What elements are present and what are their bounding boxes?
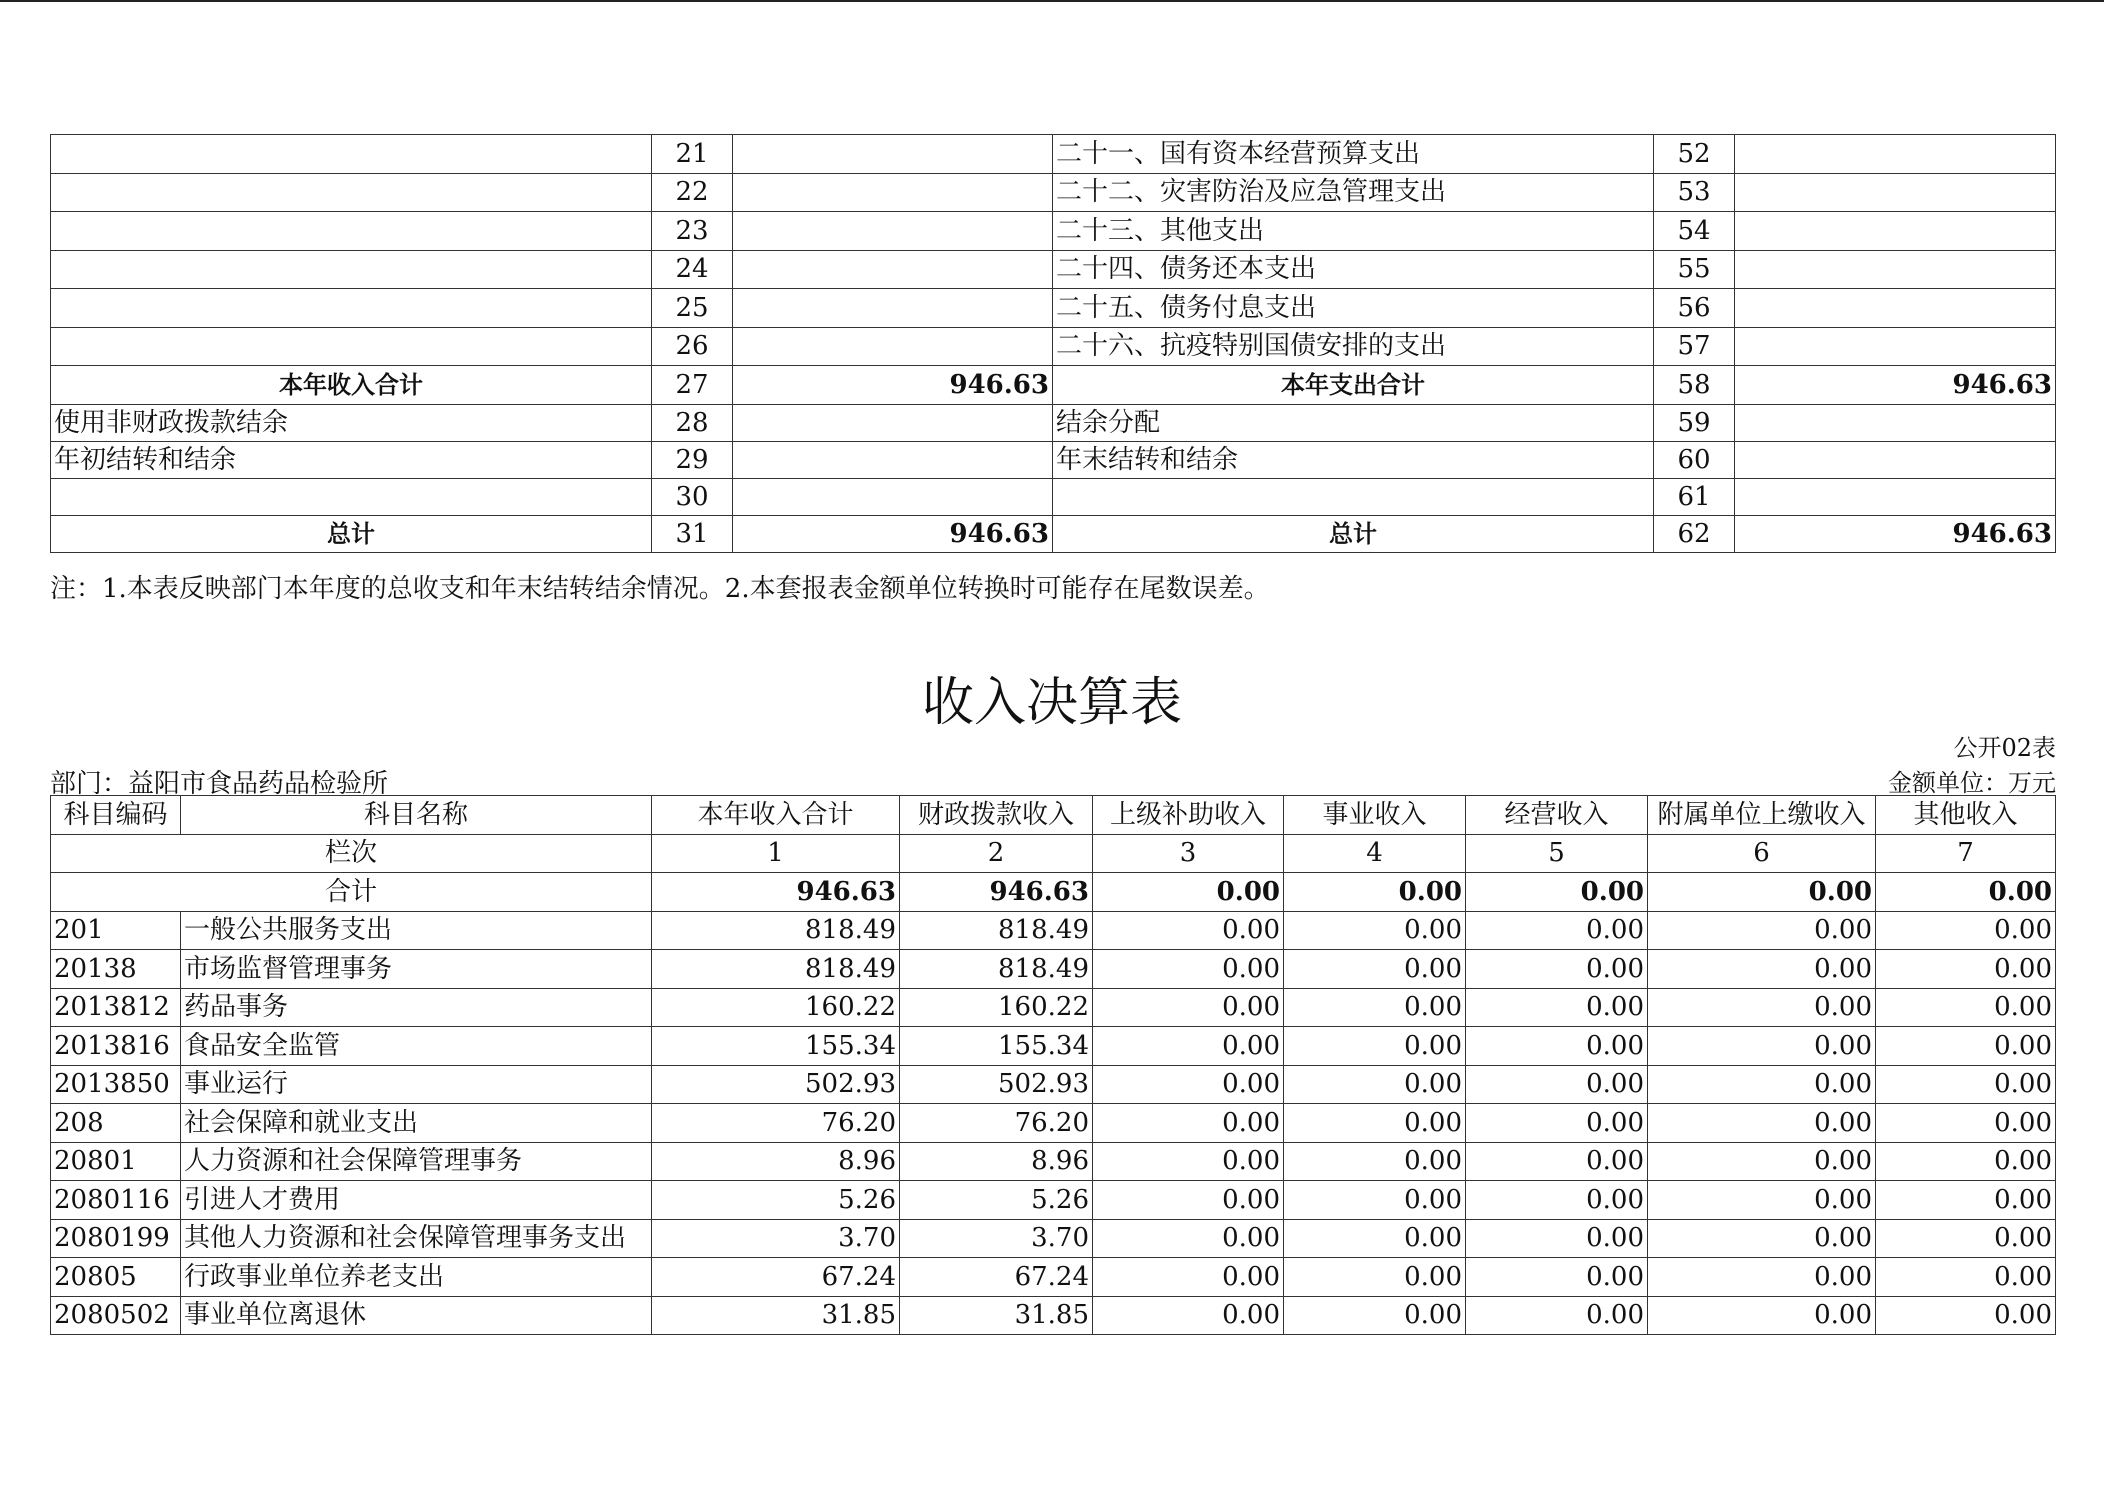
subject-name: 市场监督管理事务 bbox=[181, 950, 652, 989]
amount-cell: 0.00 bbox=[1876, 988, 2056, 1027]
amount-cell: 160.22 bbox=[900, 988, 1093, 1027]
amount-cell: 0.00 bbox=[1284, 1065, 1466, 1104]
column-index-label: 栏次 bbox=[51, 834, 652, 873]
amount-cell: 0.00 bbox=[1466, 988, 1648, 1027]
amount-cell: 0.00 bbox=[1648, 1219, 1876, 1258]
income-amount bbox=[733, 327, 1053, 366]
amount-cell: 0.00 bbox=[1648, 1258, 1876, 1297]
amount-cell: 0.00 bbox=[1093, 1104, 1284, 1143]
amount-cell: 0.00 bbox=[1093, 988, 1284, 1027]
amount-cell: 0.00 bbox=[1648, 1142, 1876, 1181]
line-number: 22 bbox=[652, 173, 733, 212]
total-value: 946.63 bbox=[900, 873, 1093, 912]
department-label: 部门：益阳市食品药品检验所 bbox=[50, 769, 389, 799]
header-cell: 其他收入 bbox=[1876, 796, 2056, 835]
column-number: 5 bbox=[1466, 834, 1648, 873]
line-number: 53 bbox=[1654, 173, 1735, 212]
form-number: 公开02表 bbox=[1953, 734, 2056, 762]
amount-cell: 0.00 bbox=[1093, 1296, 1284, 1335]
amount-cell: 0.00 bbox=[1648, 911, 1876, 950]
summary-row bbox=[51, 327, 2056, 366]
amount-cell: 818.49 bbox=[652, 950, 900, 989]
amount-cell: 5.26 bbox=[900, 1181, 1093, 1220]
amount-cell: 155.34 bbox=[652, 1027, 900, 1066]
line-number: 60 bbox=[1654, 441, 1735, 478]
amount-cell: 0.00 bbox=[1284, 950, 1466, 989]
expenditure-amount bbox=[1735, 173, 2056, 212]
total-value: 0.00 bbox=[1466, 873, 1648, 912]
header-cell: 经营收入 bbox=[1466, 796, 1648, 835]
subject-name: 引进人才费用 bbox=[181, 1181, 652, 1220]
line-number: 23 bbox=[652, 212, 733, 251]
expenditure-item-label: 总计 bbox=[1053, 515, 1654, 552]
line-number: 21 bbox=[652, 135, 733, 174]
amount-cell: 0.00 bbox=[1466, 911, 1648, 950]
line-number: 30 bbox=[652, 478, 733, 515]
line-number: 52 bbox=[1654, 135, 1735, 174]
line-number: 27 bbox=[652, 366, 733, 405]
header-cell: 上级补助收入 bbox=[1093, 796, 1284, 835]
subject-code: 201 bbox=[51, 911, 181, 950]
income-item-label bbox=[51, 250, 652, 289]
line-number: 55 bbox=[1654, 250, 1735, 289]
summary-row bbox=[51, 515, 2056, 552]
header-cell: 财政拨款收入 bbox=[900, 796, 1093, 835]
expenditure-item-label: 二十五、债务付息支出 bbox=[1053, 289, 1654, 328]
line-number: 57 bbox=[1654, 327, 1735, 366]
line-number: 29 bbox=[652, 441, 733, 478]
subject-code: 2080502 bbox=[51, 1296, 181, 1335]
amount-cell: 0.00 bbox=[1093, 1065, 1284, 1104]
total-row bbox=[51, 873, 2056, 912]
amount-cell: 0.00 bbox=[1093, 1027, 1284, 1066]
amount-cell: 0.00 bbox=[1466, 1258, 1648, 1297]
income-item-label: 总计 bbox=[51, 515, 652, 552]
amount-cell: 160.22 bbox=[652, 988, 900, 1027]
subject-code: 2013850 bbox=[51, 1065, 181, 1104]
line-number: 61 bbox=[1654, 478, 1735, 515]
expenditure-amount bbox=[1735, 441, 2056, 478]
subject-name: 人力资源和社会保障管理事务 bbox=[181, 1142, 652, 1181]
header-row bbox=[51, 796, 2056, 835]
amount-cell: 0.00 bbox=[1284, 988, 1466, 1027]
subject-name: 事业运行 bbox=[181, 1065, 652, 1104]
amount-cell: 0.00 bbox=[1093, 1142, 1284, 1181]
expenditure-amount bbox=[1735, 212, 2056, 251]
table-footnote: 注：1.本表反映部门本年度的总收支和年末结转结余情况。2.本套报表金额单位转换时可能存在尾数误差。 bbox=[50, 574, 1270, 604]
expenditure-amount: 946.63 bbox=[1735, 366, 2056, 405]
column-number: 3 bbox=[1093, 834, 1284, 873]
income-item-label bbox=[51, 173, 652, 212]
expenditure-item-label: 二十三、其他支出 bbox=[1053, 212, 1654, 251]
table-row bbox=[51, 1181, 2056, 1220]
subject-name: 事业单位离退休 bbox=[181, 1296, 652, 1335]
income-item-label: 本年收入合计 bbox=[51, 366, 652, 405]
subject-name: 一般公共服务支出 bbox=[181, 911, 652, 950]
income-item-label: 使用非财政拨款结余 bbox=[51, 404, 652, 441]
subject-code: 2080116 bbox=[51, 1181, 181, 1220]
line-number: 59 bbox=[1654, 404, 1735, 441]
amount-cell: 0.00 bbox=[1648, 1104, 1876, 1143]
summary-row bbox=[51, 212, 2056, 251]
amount-cell: 0.00 bbox=[1284, 1104, 1466, 1143]
header-cell: 科目名称 bbox=[181, 796, 652, 835]
header-cell: 附属单位上缴收入 bbox=[1648, 796, 1876, 835]
summary-row bbox=[51, 404, 2056, 441]
total-value: 0.00 bbox=[1876, 873, 2056, 912]
income-item-label bbox=[51, 327, 652, 366]
expenditure-amount bbox=[1735, 478, 2056, 515]
amount-cell: 0.00 bbox=[1876, 1181, 2056, 1220]
expenditure-amount bbox=[1735, 404, 2056, 441]
expenditure-item-label: 二十六、抗疫特别国债安排的支出 bbox=[1053, 327, 1654, 366]
income-amount bbox=[733, 250, 1053, 289]
income-amount bbox=[733, 404, 1053, 441]
income-amount: 946.63 bbox=[733, 515, 1053, 552]
amount-cell: 0.00 bbox=[1284, 1181, 1466, 1220]
total-label: 合计 bbox=[51, 873, 652, 912]
line-number: 31 bbox=[652, 515, 733, 552]
amount-cell: 0.00 bbox=[1284, 1219, 1466, 1258]
subject-name: 药品事务 bbox=[181, 988, 652, 1027]
income-amount bbox=[733, 212, 1053, 251]
amount-cell: 67.24 bbox=[652, 1258, 900, 1297]
expenditure-item-label: 二十二、灾害防治及应急管理支出 bbox=[1053, 173, 1654, 212]
amount-cell: 0.00 bbox=[1876, 1296, 2056, 1335]
amount-cell: 31.85 bbox=[652, 1296, 900, 1335]
expenditure-item-label: 二十一、国有资本经营预算支出 bbox=[1053, 135, 1654, 174]
amount-cell: 0.00 bbox=[1876, 1104, 2056, 1143]
amount-cell: 0.00 bbox=[1093, 950, 1284, 989]
subject-code: 208 bbox=[51, 1104, 181, 1143]
summary-row bbox=[51, 366, 2056, 405]
subject-name: 食品安全监管 bbox=[181, 1027, 652, 1066]
total-value: 0.00 bbox=[1093, 873, 1284, 912]
expenditure-amount: 946.63 bbox=[1735, 515, 2056, 552]
amount-cell: 5.26 bbox=[652, 1181, 900, 1220]
amount-cell: 76.20 bbox=[900, 1104, 1093, 1143]
income-amount bbox=[733, 173, 1053, 212]
amount-cell: 0.00 bbox=[1093, 1258, 1284, 1297]
page-title: 收入决算表 bbox=[921, 673, 1182, 733]
amount-cell: 0.00 bbox=[1466, 1027, 1648, 1066]
amount-cell: 0.00 bbox=[1466, 1219, 1648, 1258]
amount-cell: 0.00 bbox=[1648, 1027, 1876, 1066]
header-cell: 本年收入合计 bbox=[652, 796, 900, 835]
amount-cell: 818.49 bbox=[900, 911, 1093, 950]
summary-row bbox=[51, 441, 2056, 478]
total-value: 946.63 bbox=[652, 873, 900, 912]
revenue-expenditure-summary-table bbox=[50, 134, 2056, 553]
line-number: 56 bbox=[1654, 289, 1735, 328]
column-number: 4 bbox=[1284, 834, 1466, 873]
amount-cell: 67.24 bbox=[900, 1258, 1093, 1297]
summary-row bbox=[51, 250, 2056, 289]
amount-cell: 818.49 bbox=[900, 950, 1093, 989]
table-row bbox=[51, 1142, 2056, 1181]
table-row bbox=[51, 1065, 2056, 1104]
column-number: 6 bbox=[1648, 834, 1876, 873]
subject-code: 20801 bbox=[51, 1142, 181, 1181]
line-number: 62 bbox=[1654, 515, 1735, 552]
expenditure-amount bbox=[1735, 327, 2056, 366]
income-item-label: 年初结转和结余 bbox=[51, 441, 652, 478]
amount-cell: 0.00 bbox=[1284, 1296, 1466, 1335]
amount-cell: 0.00 bbox=[1093, 1219, 1284, 1258]
income-item-label bbox=[51, 212, 652, 251]
expenditure-amount bbox=[1735, 250, 2056, 289]
amount-cell: 0.00 bbox=[1466, 1065, 1648, 1104]
line-number: 58 bbox=[1654, 366, 1735, 405]
table-row bbox=[51, 1258, 2056, 1297]
amount-cell: 0.00 bbox=[1284, 911, 1466, 950]
amount-cell: 0.00 bbox=[1466, 1296, 1648, 1335]
amount-cell: 0.00 bbox=[1876, 911, 2056, 950]
income-amount bbox=[733, 478, 1053, 515]
header-cell: 科目编码 bbox=[51, 796, 181, 835]
expenditure-item-label: 结余分配 bbox=[1053, 404, 1654, 441]
income-amount bbox=[733, 441, 1053, 478]
amount-cell: 0.00 bbox=[1648, 950, 1876, 989]
expenditure-item-label: 本年支出合计 bbox=[1053, 366, 1654, 405]
amount-cell: 502.93 bbox=[652, 1065, 900, 1104]
amount-cell: 0.00 bbox=[1093, 911, 1284, 950]
line-number: 54 bbox=[1654, 212, 1735, 251]
amount-cell: 155.34 bbox=[900, 1027, 1093, 1066]
subject-name: 其他人力资源和社会保障管理事务支出 bbox=[181, 1219, 652, 1258]
subject-code: 2080199 bbox=[51, 1219, 181, 1258]
table-row bbox=[51, 911, 2056, 950]
expenditure-item-label bbox=[1053, 478, 1654, 515]
summary-row bbox=[51, 289, 2056, 328]
expenditure-amount bbox=[1735, 289, 2056, 328]
column-number: 7 bbox=[1876, 834, 2056, 873]
amount-cell: 818.49 bbox=[652, 911, 900, 950]
amount-cell: 0.00 bbox=[1284, 1258, 1466, 1297]
expenditure-item-label: 年末结转和结余 bbox=[1053, 441, 1654, 478]
summary-row bbox=[51, 478, 2056, 515]
amount-cell: 0.00 bbox=[1876, 950, 2056, 989]
total-value: 0.00 bbox=[1648, 873, 1876, 912]
subject-name: 行政事业单位养老支出 bbox=[181, 1258, 652, 1297]
income-amount: 946.63 bbox=[733, 366, 1053, 405]
amount-cell: 3.70 bbox=[652, 1219, 900, 1258]
line-number: 24 bbox=[652, 250, 733, 289]
income-item-label bbox=[51, 135, 652, 174]
amount-cell: 8.96 bbox=[652, 1142, 900, 1181]
income-final-accounts-table bbox=[50, 795, 2056, 1335]
amount-cell: 31.85 bbox=[900, 1296, 1093, 1335]
table-row bbox=[51, 988, 2056, 1027]
amount-unit-label: 金额单位：万元 bbox=[1888, 769, 2056, 797]
amount-cell: 3.70 bbox=[900, 1219, 1093, 1258]
total-value: 0.00 bbox=[1284, 873, 1466, 912]
amount-cell: 0.00 bbox=[1876, 1142, 2056, 1181]
amount-cell: 0.00 bbox=[1466, 1181, 1648, 1220]
amount-cell: 0.00 bbox=[1466, 1142, 1648, 1181]
header-cell: 事业收入 bbox=[1284, 796, 1466, 835]
table-row bbox=[51, 1104, 2056, 1143]
column-number: 2 bbox=[900, 834, 1093, 873]
amount-cell: 0.00 bbox=[1284, 1027, 1466, 1066]
amount-cell: 0.00 bbox=[1876, 1065, 2056, 1104]
amount-cell: 0.00 bbox=[1093, 1181, 1284, 1220]
summary-row bbox=[51, 173, 2056, 212]
income-amount bbox=[733, 289, 1053, 328]
table-row bbox=[51, 1296, 2056, 1335]
amount-cell: 0.00 bbox=[1284, 1142, 1466, 1181]
amount-cell: 0.00 bbox=[1466, 1104, 1648, 1143]
line-number: 28 bbox=[652, 404, 733, 441]
subject-code: 20138 bbox=[51, 950, 181, 989]
amount-cell: 0.00 bbox=[1648, 988, 1876, 1027]
column-number-row bbox=[51, 834, 2056, 873]
page-top-border bbox=[0, 0, 2104, 2]
line-number: 26 bbox=[652, 327, 733, 366]
expenditure-item-label: 二十四、债务还本支出 bbox=[1053, 250, 1654, 289]
amount-cell: 502.93 bbox=[900, 1065, 1093, 1104]
line-number: 25 bbox=[652, 289, 733, 328]
subject-code: 2013812 bbox=[51, 988, 181, 1027]
amount-cell: 0.00 bbox=[1876, 1258, 2056, 1297]
subject-code: 20805 bbox=[51, 1258, 181, 1297]
amount-cell: 0.00 bbox=[1466, 950, 1648, 989]
amount-cell: 0.00 bbox=[1648, 1065, 1876, 1104]
amount-cell: 0.00 bbox=[1876, 1027, 2056, 1066]
summary-row bbox=[51, 135, 2056, 174]
table-row bbox=[51, 1219, 2056, 1258]
amount-cell: 0.00 bbox=[1876, 1219, 2056, 1258]
amount-cell: 76.20 bbox=[652, 1104, 900, 1143]
income-item-label bbox=[51, 478, 652, 515]
amount-cell: 0.00 bbox=[1648, 1296, 1876, 1335]
column-number: 1 bbox=[652, 834, 900, 873]
income-amount bbox=[733, 135, 1053, 174]
expenditure-amount bbox=[1735, 135, 2056, 174]
subject-name: 社会保障和就业支出 bbox=[181, 1104, 652, 1143]
subject-code: 2013816 bbox=[51, 1027, 181, 1066]
income-item-label bbox=[51, 289, 652, 328]
amount-cell: 0.00 bbox=[1648, 1181, 1876, 1220]
table-row bbox=[51, 1027, 2056, 1066]
table-row bbox=[51, 950, 2056, 989]
amount-cell: 8.96 bbox=[900, 1142, 1093, 1181]
